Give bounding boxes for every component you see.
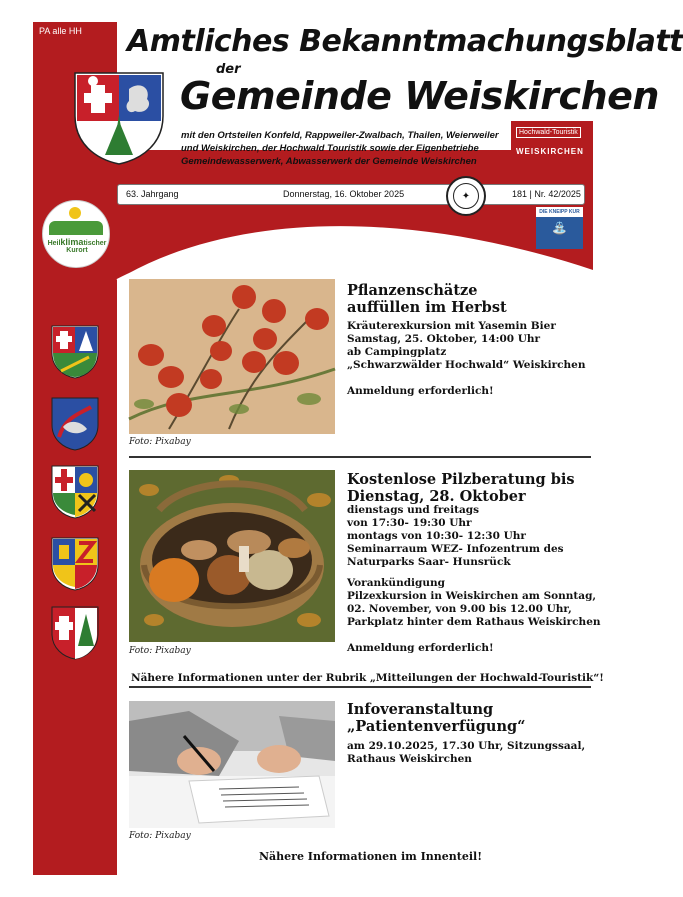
tourist-logo-bottom: WEISKIRCHEN: [516, 147, 584, 156]
innenteil-note: Nähere Informationen im Innenteil!: [259, 850, 483, 863]
thailen-crest-icon: [51, 465, 99, 519]
article-body-line: ab Campingplatz: [347, 346, 447, 358]
weierweiler-crest-icon: [51, 537, 99, 591]
article-title-line: Kostenlose Pilzberatung bis: [347, 471, 575, 488]
hill-icon: [49, 221, 103, 235]
quality-seal-icon: ✦: [446, 176, 486, 216]
article-body-line: Anmeldung erforderlich!: [347, 385, 494, 397]
photo-caption: Foto: Pixabay: [129, 437, 191, 447]
klima-line3: Kurort: [66, 247, 88, 254]
article-body-line: „Schwarzwälder Hochwald“ Weiskirchen: [347, 359, 586, 371]
page-title-line1: Amtliches Bekanntmachungsblatt: [127, 24, 683, 59]
article-title-line: auffüllen im Herbst: [347, 299, 507, 316]
article-body-line: am 29.10.2025, 17.30 Uhr, Sitzungssaal,: [347, 740, 586, 752]
hochwald-info-note: Nähere Informationen unter der Rubrik „Mitteilungen der Hochwald-Touristik“!: [131, 672, 604, 684]
article-body-spacer: [347, 629, 601, 642]
article-title-line: Pflanzenschätze: [347, 282, 478, 299]
jahrgang: 63. Jahrgang: [126, 189, 179, 199]
subtitle: mit den Ortsteilen Konfeld, Rappweiler-Zwalbach, Thailen, Weierweiler und Weiskirchen, der Hochwald Touristik sowie der Eigenbetriebe Gemeindewasserwerk, Abwasserwerk der Gemeinde Weiskirchen: [181, 130, 499, 167]
article-body-line: Anmeldung erforderlich!: [347, 642, 494, 654]
weiskirchen-crest-icon: [73, 71, 165, 165]
page-title-line2: Gemeinde Weiskirchen: [180, 74, 659, 118]
article-body-line: dienstags und freitags: [347, 504, 480, 516]
kneipp-kur-logo: [536, 207, 583, 249]
rosehip-photo: [129, 279, 335, 434]
article-body-line: 02. November, von 9.00 bis 12.00 Uhr,: [347, 603, 572, 615]
article-body-line: Samstag, 25. Oktober, 14:00 Uhr: [347, 333, 541, 345]
klima-line2: tischer: [83, 240, 107, 247]
hochwald-touristik-logo: [511, 121, 593, 173]
article-title: [347, 471, 575, 505]
klima-word: klima: [60, 237, 84, 247]
article-title: [347, 282, 507, 316]
issue-date: Donnerstag, 16. Oktober 2025: [283, 189, 405, 199]
article-body-line: Parkplatz hinter dem Rathaus Weiskirchen: [347, 616, 601, 628]
article-body-line: Rathaus Weiskirchen: [347, 753, 472, 765]
header-swoosh: [33, 150, 593, 280]
weiskirchen-ortsteil-crest-icon: [51, 606, 99, 660]
klima-line1: Heil: [47, 240, 61, 247]
article-title-line: Dienstag, 28. Oktober: [347, 488, 526, 505]
photo-caption: Foto: Pixabay: [129, 646, 191, 656]
tourist-logo-top: Hochwald-Touristik: [516, 127, 581, 138]
article-body-line: Seminarraum WEZ- Infozentrum des: [347, 543, 564, 555]
klima-kurort-logo: [42, 200, 110, 268]
article-title: [347, 701, 525, 735]
article-body: [347, 740, 585, 766]
article-body-line: Kräuterexkursion mit Yasemin Bier: [347, 320, 556, 332]
article-body: [347, 504, 564, 569]
sun-icon: [69, 207, 81, 219]
kneipp-icon: ⛲: [552, 221, 567, 235]
article-body-spacer: [347, 372, 586, 385]
article-body: [347, 320, 586, 398]
issue-number: 181 | Nr. 42/2025: [512, 189, 581, 199]
article-body-line: Naturparks Saar- Hunsrück: [347, 556, 511, 568]
rappweiler-crest-icon: [51, 397, 99, 451]
konfeld-crest-icon: [51, 325, 99, 379]
article-body-announcement: [347, 577, 601, 655]
divider: [129, 686, 591, 688]
article-body-line: Pilzexkursion in Weiskirchen am Sonntag,: [347, 590, 597, 602]
pa-label: PA alle HH: [39, 26, 82, 36]
mushroom-basket-photo: [129, 470, 335, 642]
article-title-line: Infoveranstaltung: [347, 701, 494, 718]
article-body-line: montags von 10:30- 12:30 Uhr: [347, 530, 526, 542]
article-body-line: Vorankündigung: [347, 577, 445, 589]
divider: [129, 456, 591, 458]
photo-caption: Foto: Pixabay: [129, 831, 191, 841]
article-body-line: von 17:30- 19:30 Uhr: [347, 517, 472, 529]
issue-info-bar: [117, 184, 585, 205]
page-title-der: der: [216, 62, 241, 77]
signing-document-photo: [129, 701, 335, 828]
kneipp-label: DIE KNEIPP KUR: [536, 207, 583, 217]
article-title-line: „Patientenverfügung“: [347, 718, 526, 735]
